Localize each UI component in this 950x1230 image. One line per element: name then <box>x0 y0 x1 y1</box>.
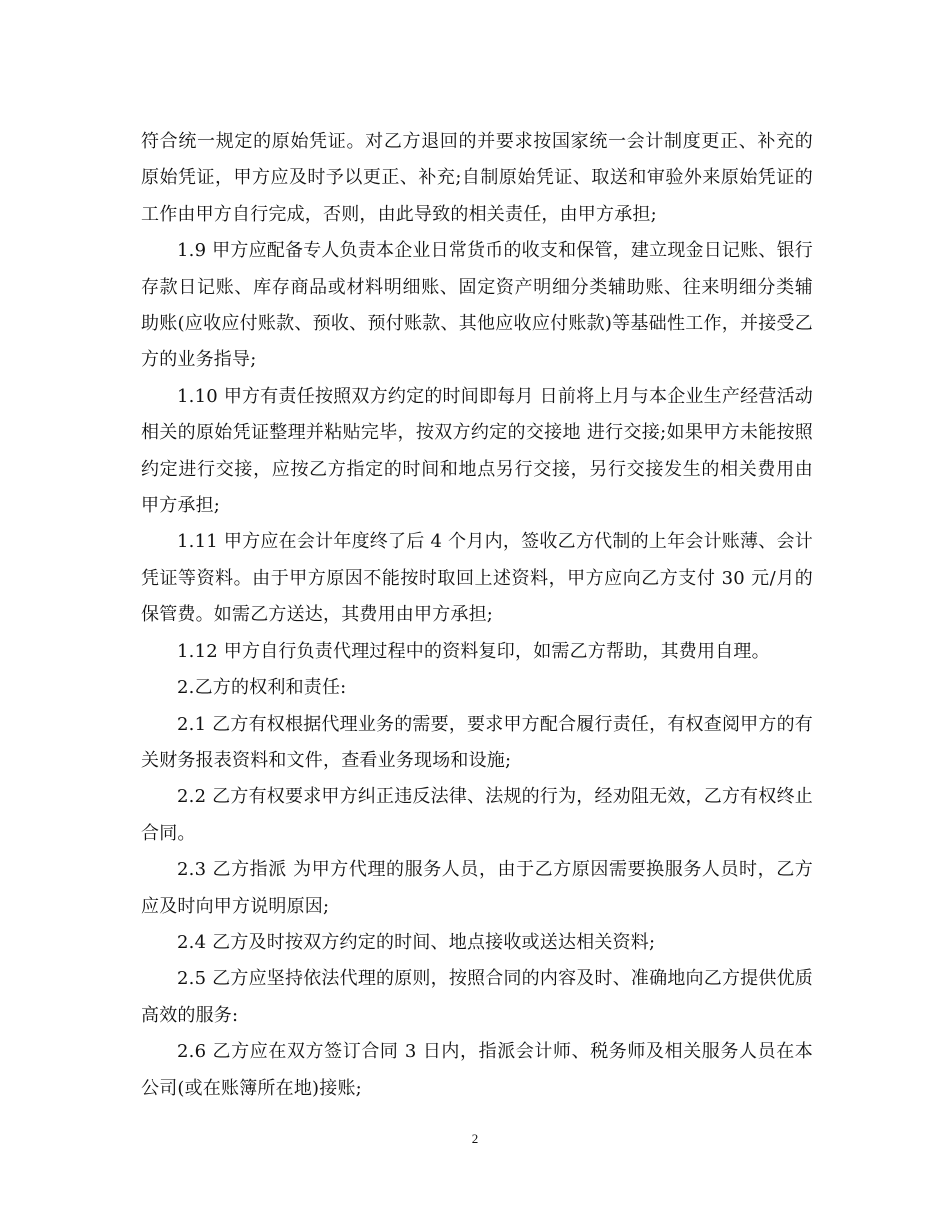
paragraph-2-5: 2.5 乙方应坚持依法代理的原则，按照合同的内容及时、准确地向乙方提供优质高效的服务: <box>141 968 813 1026</box>
paragraph-2-6: 2.6 乙方应在双方签订合同 3 日内，指派会计师、税务师及相关服务人员在本公司(或在账簿所在地)接账; <box>141 1041 813 1099</box>
paragraph-2-4: 2.4 乙方及时按双方约定的时间、地点接收或送达相关资料; <box>177 931 656 953</box>
page-number: 2 <box>471 1131 479 1146</box>
document-body <box>141 124 813 1107</box>
paragraph-2-2: 2.2 乙方有权要求甲方纠正违反法律、法规的行为，经劝阻无效，乙方有权终止合同。 <box>141 786 813 844</box>
paragraph-1-12: 1.12 甲方自行负责代理过程中的资料复印，如需乙方帮助，其费用自理。 <box>177 640 770 662</box>
paragraph-1-11: 1.11 甲方应在会计年度终了后 4 个月内，签收乙方代制的上年会计账薄、会计凭证等资料。由于甲方原因不能按时取回上述资料，甲方应向乙方支付 30 元/月的保管费。如需乙方送达，其费用由甲方承担; <box>141 531 813 626</box>
paragraph-2-3: 2.3 乙方指派 为甲方代理的服务人员，由于乙方原因需要换服务人员时，乙方应及时向甲方说明原因; <box>141 859 813 917</box>
paragraph-1-9: 1.9 甲方应配备专人负责本企业日常货币的收支和保管，建立现金日记账、银行存款日记账、库存商品或材料明细账、固定资产明细分类辅助账、往来明细分类辅助账(应收应付账款、预收、预付账款、其他应收应付账款)等基础性工作，并接受乙方的业务指导; <box>141 240 813 371</box>
paragraph-continuation: 符合统一规定的原始凭证。对乙方退回的并要求按国家统一会计制度更正、补充的原始凭证，甲方应及时予以更正、补充;自制原始凭证、取送和审验外来原始凭证的工作由甲方自行完成，否则，由此导致的相关责任，由甲方承担; <box>141 131 813 225</box>
section-heading-2: 2.乙方的权利和责任: <box>177 677 347 699</box>
paragraph-2-1: 2.1 乙方有权根据代理业务的需要，要求甲方配合履行责任，有权查阅甲方的有关财务报表资料和文件，查看业务现场和设施; <box>141 713 813 771</box>
paragraph-1-10: 1.10 甲方有责任按照双方约定的时间即每月 日前将上月与本企业生产经营活动相关的原始凭证整理并粘贴完毕，按双方约定的交接地 进行交接;如果甲方未能按照约定进行交接，应按乙方指定的时间和地点另行交接，另行交接发生的相关费用由甲方承担; <box>141 385 813 517</box>
